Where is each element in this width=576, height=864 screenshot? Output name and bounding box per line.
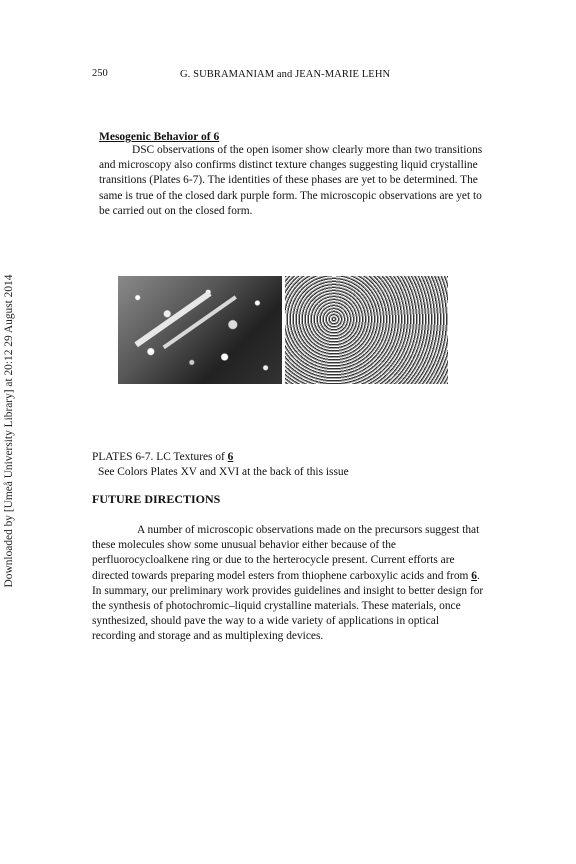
future-paragraph-part2: . In summary, our preliminary work provides guidelines and insight to better design for the synthesis of photochromic–liquid crystalline materials. These materials, once synthesized, should pave the way to a wide variety of applications in optical recording and storage and as multiplexing devices. bbox=[92, 569, 484, 643]
plates-figure bbox=[118, 276, 448, 384]
plates-caption-prefix: PLATES 6-7. LC Textures of bbox=[92, 451, 228, 463]
future-directions-paragraph bbox=[92, 523, 484, 645]
plates-caption bbox=[92, 450, 349, 480]
running-head: G. SUBRAMANIAM and JEAN-MARIE LEHN bbox=[180, 69, 391, 80]
section-paragraph: DSC observations of the open isomer show clearly more than two transitions and microscopy also confirms distinct texture changes suggesting liquid crystalline transitions (Plates 6-7). The identities of these phases are yet to be determined. The same is true of the closed dark purple form. The microscopic observations are yet to be carried out on the closed form. bbox=[99, 144, 483, 217]
plates-caption-compound: 6 bbox=[227, 451, 234, 463]
future-compound-ref: 6 bbox=[471, 569, 477, 582]
plates-caption-line2: See Colors Plates XV and XVI at the back of this issue bbox=[98, 466, 349, 478]
download-watermark: Downloaded by [Umeå University Library] at 20:12 29 August 2014 bbox=[3, 274, 15, 588]
plates-caption-line1 bbox=[92, 450, 349, 465]
section-heading: Mesogenic Behavior of 6 bbox=[99, 131, 220, 143]
plate-7-image bbox=[285, 276, 449, 384]
future-directions-heading: FUTURE DIRECTIONS bbox=[92, 492, 221, 506]
page-number: 250 bbox=[92, 68, 108, 79]
plate-6-image bbox=[118, 276, 282, 384]
future-paragraph-part1: A number of microscopic observations made on the precursors suggest that these molecules show some unusual behavior either because of the perfluorocycloalkene ring or due to the herterocycle present. Current efforts are directed towards preparing model esters from thiophene carboxylic acids and from bbox=[92, 524, 480, 582]
